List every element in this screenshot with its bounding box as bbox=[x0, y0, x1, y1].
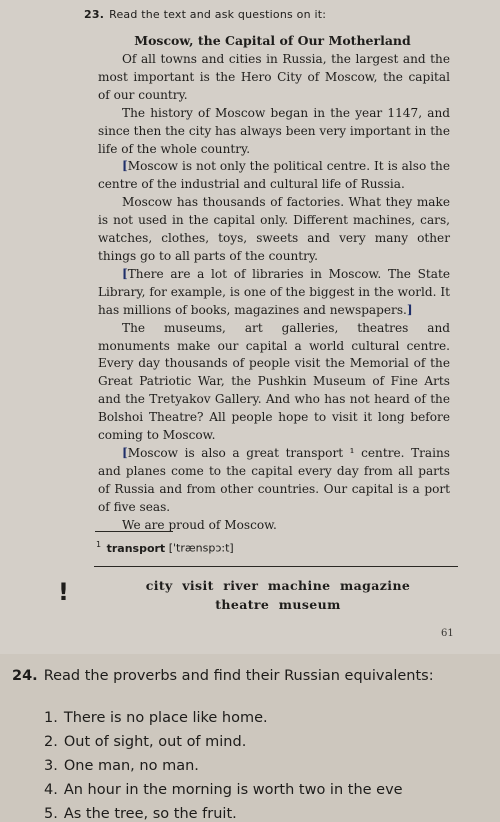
paragraph bbox=[98, 445, 450, 517]
proverb-item bbox=[44, 730, 403, 754]
proverb-list bbox=[44, 706, 403, 822]
exercise-24-number: 24. bbox=[12, 668, 38, 684]
footnote-divider bbox=[95, 531, 173, 532]
proverb-text: Out of sight, out of mind. bbox=[63, 734, 247, 750]
vocabulary-box bbox=[118, 576, 438, 614]
footnote-marker: 1 bbox=[96, 540, 102, 549]
proverb-item bbox=[44, 802, 403, 822]
paragraph-text: We are proud of Moscow. bbox=[122, 517, 277, 532]
paragraph-text: The history of Moscow began in the year 1147, and since then the city has always been very important in the life of the whole country. bbox=[98, 105, 450, 156]
exercise-23-heading bbox=[84, 8, 326, 21]
proverb-text: As the tree, so the fruit. bbox=[63, 806, 237, 822]
proverb-item bbox=[44, 706, 403, 730]
proverb-item bbox=[44, 754, 403, 778]
paragraph-text: There are a lot of libraries in Moscow. The State Library, for example, is one of the biggest in the world. It has millions of books, magazines and newspapers. bbox=[98, 266, 450, 317]
pen-bracket-mark: ] bbox=[406, 302, 413, 317]
paragraph-text: Moscow is also a great transport ¹ centre. Trains and planes come to the capital every day from all parts of Russia and from other countries. Our capital is a port of five seas. bbox=[98, 445, 450, 514]
proverb-number: 2. bbox=[44, 734, 58, 750]
exercise-24-instruction: Read the proverbs and find their Russian equivalents: bbox=[43, 668, 434, 684]
next-page bbox=[0, 654, 500, 822]
pen-bracket-mark: [ bbox=[122, 445, 128, 460]
text-title: Moscow, the Capital of Our Motherland bbox=[134, 33, 411, 48]
paragraph bbox=[98, 158, 450, 194]
vocabulary-line: theatre museum bbox=[215, 597, 341, 612]
proverb-text: One man, no man. bbox=[63, 758, 199, 774]
paragraph bbox=[98, 194, 450, 266]
paragraph-text: Of all towns and cities in Russia, the largest and the most important is the Hero City of Moscow, the capital of our country. bbox=[98, 52, 450, 102]
proverb-number: 5. bbox=[44, 806, 58, 822]
footnote bbox=[96, 540, 234, 555]
paragraph bbox=[98, 266, 450, 320]
reading-text bbox=[98, 51, 450, 534]
paragraph bbox=[98, 51, 450, 105]
exercise-24-heading bbox=[12, 668, 434, 684]
exercise-23-number: 23. bbox=[84, 8, 105, 21]
proverb-item bbox=[44, 778, 403, 802]
proverb-text: An hour in the morning is worth two in the eve bbox=[63, 782, 403, 798]
paragraph-text: Moscow has thousands of factories. What they make is not used in the capital only. Different machines, cars, watches, clothes, toys, sweets and very many other things go to all parts of the country. bbox=[98, 195, 450, 263]
exclamation-icon: ! bbox=[58, 578, 69, 606]
vocabulary-divider bbox=[94, 566, 458, 567]
footnote-transcription: ['trænspɔ:t] bbox=[168, 541, 234, 555]
footnote-word: transport bbox=[106, 541, 166, 555]
exercise-23-instruction: Read the text and ask questions on it: bbox=[109, 8, 327, 21]
paragraph bbox=[98, 320, 450, 445]
proverb-number: 4. bbox=[44, 782, 58, 798]
paragraph-text: The museums, art galleries, theatres and monuments make our capital a world cultural centre. Every day thousands of people visit the Memorial of the Great Patriotic War, the Pushkin Museum of Fine Arts and the Tretyakov Gallery. And who has not heard of the Bolshoi Theatre? All people hope to visit it long before coming to Moscow. bbox=[98, 320, 450, 443]
proverb-number: 3. bbox=[44, 758, 58, 774]
paragraph-text: Moscow is not only the political centre. It is also the centre of the industrial and cultural life of Russia. bbox=[98, 159, 450, 192]
paragraph bbox=[98, 105, 450, 159]
pen-bracket-mark: [ bbox=[122, 266, 128, 281]
proverb-number: 1. bbox=[44, 710, 58, 726]
vocabulary-line: city visit river machine magazine bbox=[145, 578, 411, 593]
pen-bracket-mark: [ bbox=[122, 159, 128, 174]
page-number: 61 bbox=[441, 628, 454, 639]
proverb-text: There is no place like home. bbox=[63, 710, 268, 726]
